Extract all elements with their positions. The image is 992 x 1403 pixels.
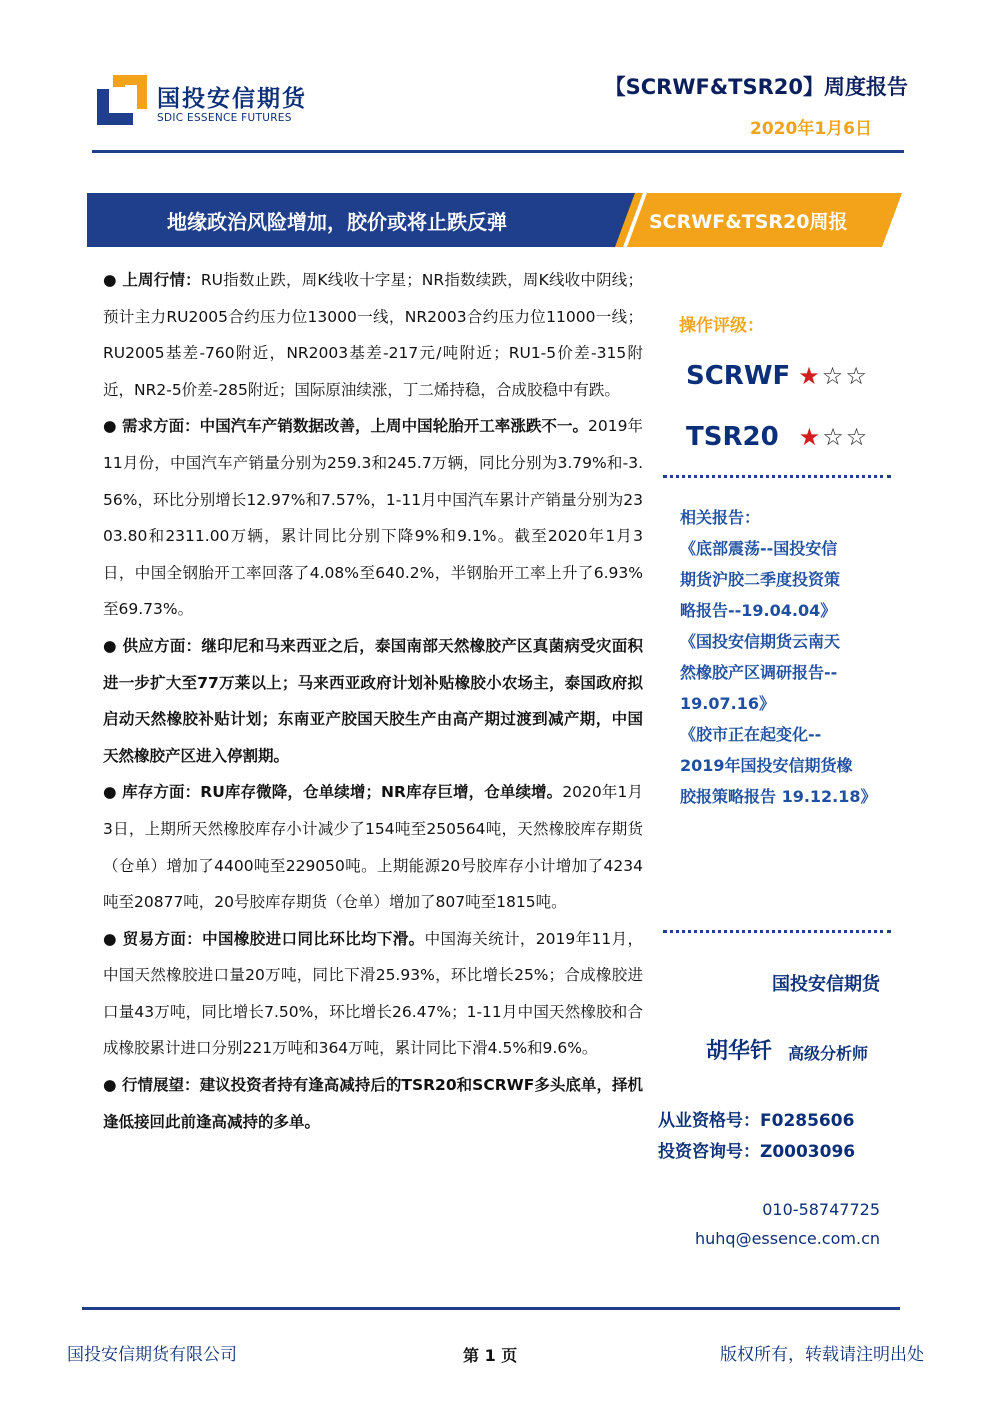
paragraph-heading: ● 上周行情： [103,271,201,289]
paragraph-body: RU指数止跌，周K线收十字星；NR指数续跌，周K线收中阴线；预计主力RU2005合约压力位13000一线，NR2003合约压力位11000一线；RU2005基差-760附近，NR2003基差-217元/吨附近；RU1-5价差-315附近，NR2-5价差-285附近；国际原油续涨，丁二烯持稳，合成胶稳中有跌。 [103,271,643,399]
paragraph-heading: ● 需求方面：中国汽车产销数据改善，上周中国轮胎开工率涨跌不一。 [103,417,588,436]
paragraph-market [103,262,643,408]
main-content [103,262,643,1140]
consulting-number: 投资咨询号：Z0003096 [658,1142,856,1162]
star-empty-icon: ☆☆ [821,362,869,390]
related-report-line: 期货沪胶二季度投资策 [680,570,841,589]
related-reports-label: 相关报告： [680,508,761,527]
rating-label: 操作评级： [679,316,764,336]
logo-text-cn: 国投安信期货 [157,86,307,112]
paragraph-outlook [103,1067,643,1140]
rating-row-tsr20 [686,422,869,452]
rating-stars [798,362,869,390]
page-number: 第 1 页 [463,1346,518,1365]
related-report-line: 《国投安信期货云南天 [680,632,841,651]
paragraph-heading: ● 行情展望：建议投资者持有逢高减持后的TSR20和SCRWF多头底单，择机逢低接回此前逢高减持的多单。 [103,1076,643,1131]
related-report-line: 略报告--19.04.04》 [680,601,837,620]
banner-tag: SCRWF&TSR20周报 [649,211,848,233]
paragraph-trade [103,921,643,1067]
related-report-line: 《胶市正在起变化-- [680,725,822,744]
rating-stars [799,423,870,451]
sidebar-company: 国投安信期货 [772,974,880,995]
paragraph-body: 中国海关统计，2019年11月，中国天然橡胶进口量20万吨，同比下滑25.93%，环比增长25%；合成橡胶进口量43万吨，同比增长7.50%，环比增长26.47%；1-11月中国天然橡胶和合成橡胶累计进口分别221万吨和364万吨，累计同比下滑4.5%和9.6%。 [103,929,643,1058]
analyst-title: 高级分析师 [788,1044,869,1063]
paragraph-supply [103,628,643,774]
related-reports [680,502,885,812]
rating-product-name: TSR20 [686,422,779,452]
paragraph-demand [103,408,643,628]
analyst-name: 胡华钎 [706,1039,773,1064]
report-title: 【SCRWF&TSR20】周度报告 [604,75,908,99]
star-filled-icon: ★ [798,423,823,451]
company-logo [95,73,310,131]
paragraph-body: 2019年11月份，中国汽车产销量分别为259.3和245.7万辆，同比分别为3.79%和-3.56%，环比分别增长12.97%和7.57%，1-11月中国汽车累计产销量分别为2303.80和2311.00万辆，累计同比分别下降9%和9.1%。截至2020年1月3日，中国全钢胎开工率回落了4.08%至640.2%，半钢胎开工率上升了6.93%至69.73%。 [103,417,643,619]
related-report-line: 胶报策略报告 19.12.18》 [680,787,877,806]
header-divider [92,150,904,153]
paragraph-heading: ● 库存方面：RU库存微降，仓单续增；NR库存巨增，仓单续增。 [103,783,563,802]
star-empty-icon: ☆☆ [822,423,870,451]
rating-row-scrwf [686,361,869,391]
related-report-line: 然橡胶产区调研报告-- [680,663,838,682]
footer-copyright: 版权所有，转载请注明出处 [720,1345,924,1365]
title-banner [87,193,902,247]
star-filled-icon: ★ [798,362,822,390]
contact-email[interactable]: huhq@essence.com.cn [695,1229,880,1248]
license-number: 从业资格号：F0285606 [658,1111,855,1131]
related-report-line: 19.07.16》 [680,694,775,713]
sidebar-dotted-divider [663,475,891,478]
related-report-line: 2019年国投安信期货橡 [680,756,853,775]
banner-headline: 地缘政治风险增加，胶价或将止跌反弹 [167,210,507,234]
sidebar-dotted-divider [663,930,891,933]
logo-text-en: SDIC ESSENCE FUTURES [157,112,292,124]
contact-phone: 010-58747725 [762,1200,880,1219]
paragraph-inventory [103,774,643,920]
related-report-line: 《底部震荡--国投安信 [680,539,838,558]
paragraph-heading: ● 供应方面：继印尼和马来西亚之后，泰国南部天然橡胶产区真菌病受灾面积进一步扩大至77万莱以上；马来西亚政府计划补贴橡胶小农场主，泰国政府拟启动天然橡胶补贴计划；东南亚产胶国天胶生产由高产期过渡到减产期，中国天然橡胶产区进入停割期。 [103,636,643,765]
footer-company: 国投安信期货有限公司 [67,1345,237,1365]
report-date: 2020年1月6日 [750,119,872,139]
footer-divider [82,1307,900,1310]
paragraph-heading: ● 贸易方面：中国橡胶进口同比环比均下滑。 [103,929,425,948]
logo-mark-icon [97,75,147,125]
rating-product-name: SCRWF [686,361,791,391]
paragraph-body: 2020年1月3日，上期所天然橡胶库存小计减少了154吨至250564吨，天然橡胶库存期货（仓单）增加了4400吨至229050吨。上期能源20号胶库存小计增加了4234吨至20877吨，20号胶库存期货（仓单）增加了807吨至1815吨。 [103,783,643,912]
